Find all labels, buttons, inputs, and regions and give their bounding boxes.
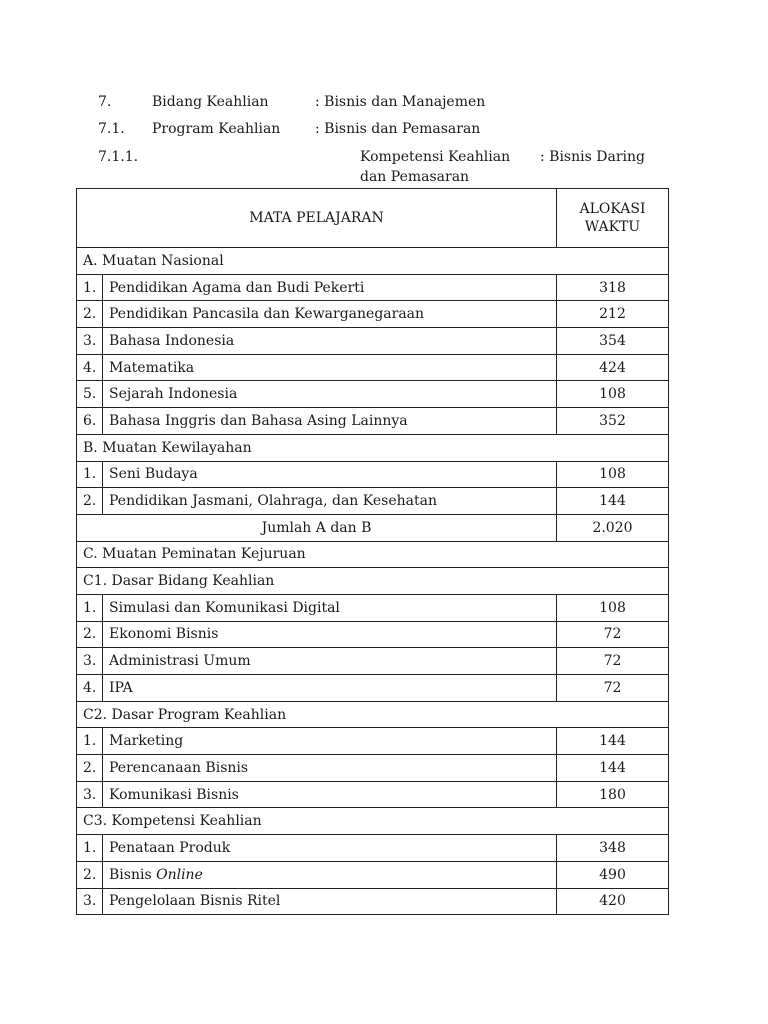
subject-allocation-table <box>76 188 669 915</box>
total-row <box>77 514 669 541</box>
heading-label-kompetensi: Kompetensi Keahlian <box>360 149 511 165</box>
subject-name-italic: Online <box>156 866 203 883</box>
allocation-value: 144 <box>557 488 669 515</box>
subject-name <box>103 861 557 888</box>
table-row <box>77 675 669 702</box>
heading-number-7-1-1: 7.1.1. <box>98 149 139 165</box>
section-row <box>77 568 669 595</box>
row-number: 2. <box>77 301 103 328</box>
subject-name: Bahasa Indonesia <box>103 328 557 355</box>
allocation-value: 108 <box>557 594 669 621</box>
allocation-value: 108 <box>557 461 669 488</box>
heading-number-7-1: 7.1. <box>98 121 125 137</box>
table-row <box>77 728 669 755</box>
table-row <box>77 861 669 888</box>
section-c3-title: C3. Kompetensi Keahlian <box>77 808 669 835</box>
table-header-row <box>77 189 669 248</box>
table-row <box>77 381 669 408</box>
subject-name: IPA <box>103 675 557 702</box>
row-number: 3. <box>77 328 103 355</box>
allocation-value: 72 <box>557 648 669 675</box>
row-number: 4. <box>77 354 103 381</box>
allocation-value: 72 <box>557 675 669 702</box>
row-number: 2. <box>77 488 103 515</box>
header-allocation-line1: ALOKASI <box>579 201 646 217</box>
row-number: 2. <box>77 861 103 888</box>
table-row <box>77 274 669 301</box>
header-allocation-line2: WAKTU <box>584 219 641 235</box>
table-row <box>77 594 669 621</box>
table-row <box>77 328 669 355</box>
table-row <box>77 354 669 381</box>
allocation-value: 180 <box>557 781 669 808</box>
row-number: 5. <box>77 381 103 408</box>
section-c1-title: C1. Dasar Bidang Keahlian <box>77 568 669 595</box>
row-number: 1. <box>77 728 103 755</box>
subject-name: Penataan Produk <box>103 835 557 862</box>
total-label: Jumlah A dan B <box>77 514 557 541</box>
row-number: 2. <box>77 755 103 782</box>
table-row <box>77 648 669 675</box>
row-number: 6. <box>77 408 103 435</box>
table-row <box>77 888 669 915</box>
subject-name: Marketing <box>103 728 557 755</box>
heading-value-kompetensi: : Bisnis Daring <box>540 149 645 165</box>
table-row <box>77 781 669 808</box>
row-number: 2. <box>77 621 103 648</box>
section-row <box>77 701 669 728</box>
heading-number-7: 7. <box>98 94 112 110</box>
section-row <box>77 808 669 835</box>
allocation-value: 212 <box>557 301 669 328</box>
subject-name: Pendidikan Jasmani, Olahraga, dan Kesehatan <box>103 488 557 515</box>
header-subject: MATA PELAJARAN <box>77 189 557 248</box>
subject-name: Matematika <box>103 354 557 381</box>
subject-name-plain: Bisnis <box>109 866 157 883</box>
subject-name: Pendidikan Agama dan Budi Pekerti <box>103 274 557 301</box>
section-b-title: B. Muatan Kewilayahan <box>77 434 669 461</box>
subject-name: Pendidikan Pancasila dan Kewarganegaraan <box>103 301 557 328</box>
allocation-value: 72 <box>557 621 669 648</box>
section-row <box>77 541 669 568</box>
allocation-value: 108 <box>557 381 669 408</box>
subject-name: Sejarah Indonesia <box>103 381 557 408</box>
subject-name: Pengelolaan Bisnis Ritel <box>103 888 557 915</box>
row-number: 1. <box>77 835 103 862</box>
section-row <box>77 434 669 461</box>
row-number: 3. <box>77 781 103 808</box>
table-row <box>77 301 669 328</box>
subject-name: Komunikasi Bisnis <box>103 781 557 808</box>
section-c2-title: C2. Dasar Program Keahlian <box>77 701 669 728</box>
section-a-title: A. Muatan Nasional <box>77 248 669 275</box>
table-row <box>77 408 669 435</box>
row-number: 4. <box>77 675 103 702</box>
section-row <box>77 248 669 275</box>
row-number: 3. <box>77 888 103 915</box>
allocation-value: 144 <box>557 755 669 782</box>
heading-label-bidang: Bidang Keahlian <box>152 94 269 110</box>
row-number: 1. <box>77 594 103 621</box>
allocation-value: 318 <box>557 274 669 301</box>
heading-value-kompetensi-cont: dan Pemasaran <box>360 169 470 185</box>
header-allocation <box>557 189 669 248</box>
allocation-value: 424 <box>557 354 669 381</box>
subject-name: Perencanaan Bisnis <box>103 755 557 782</box>
allocation-value: 420 <box>557 888 669 915</box>
subject-name: Simulasi dan Komunikasi Digital <box>103 594 557 621</box>
table-row <box>77 835 669 862</box>
allocation-value: 354 <box>557 328 669 355</box>
total-value: 2.020 <box>557 514 669 541</box>
table-row <box>77 461 669 488</box>
allocation-value: 490 <box>557 861 669 888</box>
heading-value-program: : Bisnis dan Pemasaran <box>315 121 481 137</box>
table-row <box>77 755 669 782</box>
allocation-value: 352 <box>557 408 669 435</box>
row-number: 3. <box>77 648 103 675</box>
heading-value-bidang: : Bisnis dan Manajemen <box>315 94 486 110</box>
subject-name: Bahasa Inggris dan Bahasa Asing Lainnya <box>103 408 557 435</box>
subject-name: Administrasi Umum <box>103 648 557 675</box>
table-row <box>77 621 669 648</box>
allocation-value: 144 <box>557 728 669 755</box>
heading-label-program: Program Keahlian <box>152 121 281 137</box>
row-number: 1. <box>77 274 103 301</box>
allocation-value: 348 <box>557 835 669 862</box>
section-c-title: C. Muatan Peminatan Kejuruan <box>77 541 669 568</box>
table-row <box>77 488 669 515</box>
subject-name: Ekonomi Bisnis <box>103 621 557 648</box>
row-number: 1. <box>77 461 103 488</box>
subject-name: Seni Budaya <box>103 461 557 488</box>
